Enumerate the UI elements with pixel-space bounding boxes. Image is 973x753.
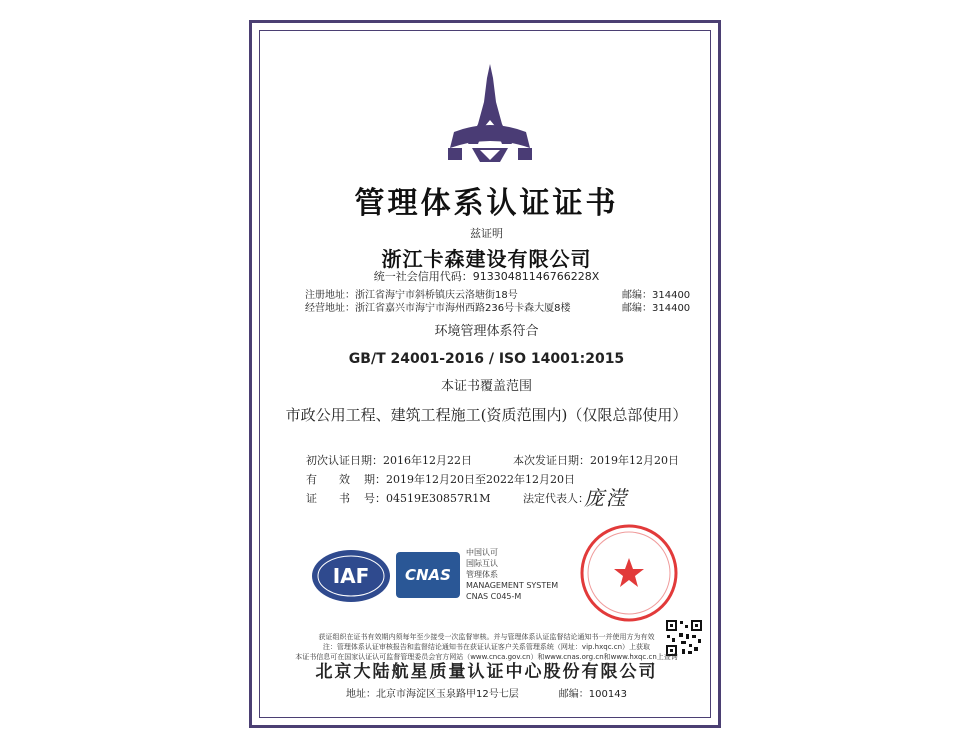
current-issue-label: 本次发证日期： bbox=[513, 454, 590, 467]
unified-credit-code bbox=[0, 268, 973, 284]
business-postcode bbox=[622, 299, 690, 314]
cert-number: 04519E30857R1M bbox=[386, 492, 491, 505]
business-address-row bbox=[305, 299, 570, 314]
cnas-accreditation-text bbox=[466, 547, 558, 602]
issuing-body: 北京大陆航星质量认证中心股份有限公司 bbox=[315, 662, 658, 682]
validity-label-b: 效 bbox=[339, 473, 350, 486]
cnas-line: CNAS C045-M bbox=[466, 592, 522, 601]
standard-code: GB/T 24001-2016 / ISO 14001:2015 bbox=[348, 351, 625, 367]
first-issue-row bbox=[306, 452, 472, 468]
notice-line: 获证组织在证书有效期内须每年至少接受一次监督审核。并与管理体系认证监督结论通知书一并使用方为有效 bbox=[318, 633, 655, 641]
postcode-label: 邮编： bbox=[622, 303, 652, 314]
cert-label-b: 书 bbox=[339, 492, 350, 505]
cnas-logo-icon: CNAS bbox=[396, 552, 460, 598]
first-issue-date: 2016年12月22日 bbox=[383, 454, 472, 467]
legal-rep-signature: 庞滢 bbox=[584, 486, 628, 510]
postcode-value: 314400 bbox=[652, 290, 691, 301]
certificate-scope: 市政公用工程、建筑工程施工(资质范围内)（仅限总部使用） bbox=[285, 406, 688, 424]
legal-rep-label: 法定代表人： bbox=[523, 492, 589, 505]
current-issue-date: 2019年12月20日 bbox=[590, 454, 679, 467]
issuer-address-label: 地址： bbox=[346, 689, 377, 700]
company-name: 浙江卡森建设有限公司 bbox=[381, 247, 592, 271]
business-address-value: 浙江省嘉兴市海宁市海州西路236号卡森大厦8楼 bbox=[355, 303, 571, 314]
certification-body-logo bbox=[440, 62, 540, 168]
cert-label-c: 号： bbox=[364, 492, 386, 505]
cert-label-a: 证 bbox=[306, 492, 317, 505]
cnas-line: 中国认可 bbox=[466, 548, 498, 557]
issuer-address: 北京市海淀区玉泉路甲12号七层 bbox=[376, 689, 519, 700]
ucc-label: 统一社会信用代码： bbox=[373, 270, 473, 283]
validity-value: 2019年12月20日至2022年12月20日 bbox=[386, 473, 575, 486]
iaf-logo-text: IAF bbox=[332, 564, 370, 588]
certificate-title: 管理体系认证证书 bbox=[354, 186, 619, 221]
validity-row bbox=[306, 471, 575, 487]
business-address-label: 经营地址： bbox=[305, 303, 355, 314]
validity-label-c: 期： bbox=[364, 473, 386, 486]
issuer-postcode: 100143 bbox=[588, 689, 627, 700]
scope-intro: 本证书覆盖范围 bbox=[440, 379, 532, 394]
current-issue-row bbox=[513, 452, 679, 468]
issuer-postcode-label: 邮编： bbox=[558, 689, 589, 700]
certificate-subtitle: 兹证明 bbox=[470, 227, 503, 240]
cert-number-row bbox=[306, 490, 491, 506]
ucc-value: 91330481146766228X bbox=[472, 270, 600, 283]
standard-intro: 环境管理体系符合 bbox=[434, 324, 539, 339]
postcode-value: 314400 bbox=[652, 303, 691, 314]
notice-line: 注：管理体系认证审核报告和监督结论通知书在获证认证客户关系管理系统（网址：vip.hxqc.cn）上获取 bbox=[322, 643, 651, 651]
registered-address-label: 注册地址： bbox=[305, 290, 355, 301]
cnas-line: 国际互认 bbox=[466, 559, 498, 568]
notice-line: 本证书信息可在国家认证认可监督管理委员会官方网站（www.cnca.gov.cn）和www.cnas.org.cn和www.hxqc.cn上查询 bbox=[295, 653, 678, 661]
iaf-logo-icon bbox=[310, 548, 392, 604]
cnas-line: 管理体系 bbox=[466, 570, 498, 579]
validity-label-a: 有 bbox=[306, 473, 317, 486]
registered-address-value: 浙江省海宁市斜桥镇庆云洛塘街18号 bbox=[355, 290, 518, 301]
official-seal-icon bbox=[578, 522, 680, 624]
cnas-line: MANAGEMENT SYSTEM bbox=[466, 581, 559, 590]
issuer-address-row bbox=[0, 685, 973, 700]
postcode-label: 邮编： bbox=[622, 290, 652, 301]
first-issue-label: 初次认证日期： bbox=[306, 454, 383, 467]
